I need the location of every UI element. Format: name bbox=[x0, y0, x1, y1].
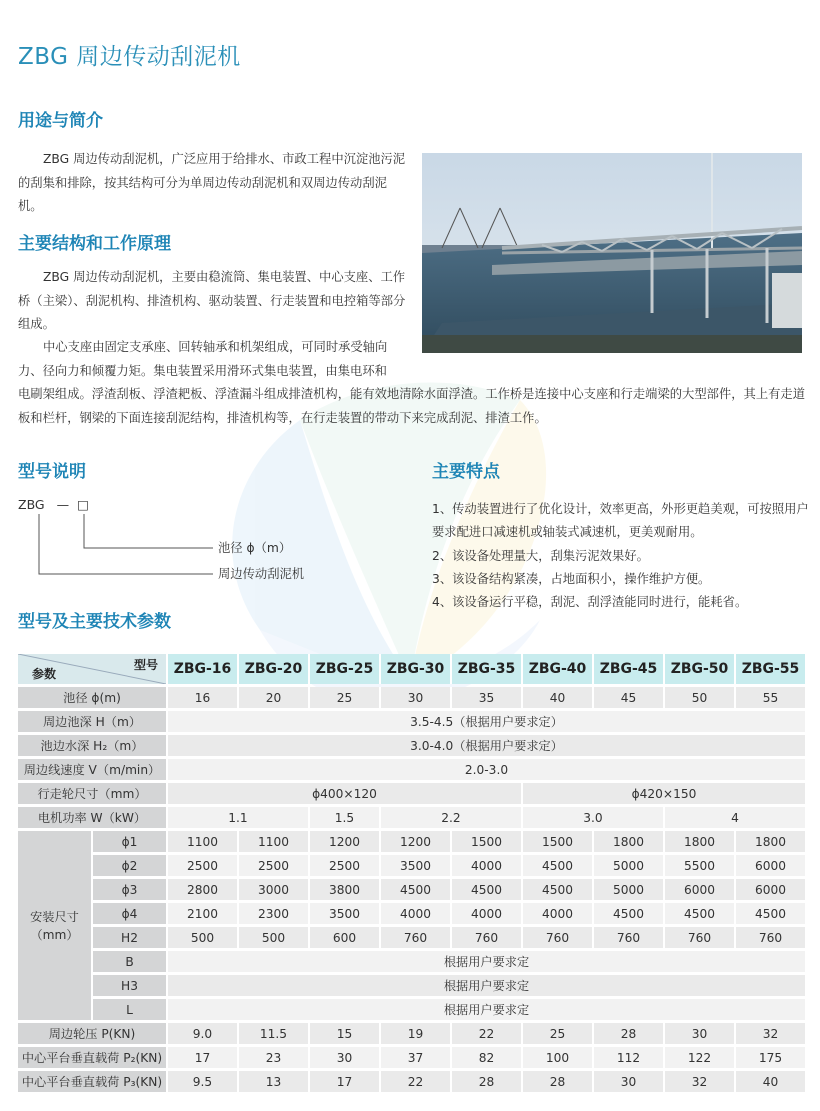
table-cell: 20 bbox=[239, 687, 310, 708]
table-cell: 37 bbox=[381, 1047, 452, 1068]
table-cell: 32 bbox=[665, 1071, 736, 1092]
row-sublabel: ϕ1 bbox=[93, 831, 168, 852]
table-cell: 6000 bbox=[736, 879, 807, 900]
row-label: 电机功率 W（kW） bbox=[18, 807, 168, 828]
table-cell: 40 bbox=[736, 1071, 807, 1092]
row-sublabel: ϕ2 bbox=[93, 855, 168, 876]
table-cell: 28 bbox=[452, 1071, 523, 1092]
table-cell: 4000 bbox=[452, 903, 523, 924]
table-cell: 50 bbox=[665, 687, 736, 708]
table-cell: 28 bbox=[523, 1071, 594, 1092]
features-heading: 主要特点 bbox=[432, 462, 500, 482]
table-cell: 23 bbox=[239, 1047, 310, 1068]
table-row bbox=[18, 879, 807, 900]
table-cell: 2300 bbox=[239, 903, 310, 924]
model-code-box: □ bbox=[77, 497, 89, 512]
table-cell: 根据用户要求定 bbox=[168, 999, 807, 1020]
table-cell: 3500 bbox=[381, 855, 452, 876]
features-list bbox=[432, 498, 810, 614]
table-row bbox=[18, 855, 807, 876]
table-row bbox=[18, 903, 807, 924]
table-cell: 3000 bbox=[239, 879, 310, 900]
table-row bbox=[18, 1047, 807, 1068]
structure-heading: 主要结构和工作原理 bbox=[18, 234, 171, 254]
table-cell: 30 bbox=[381, 687, 452, 708]
structure-text-1: ZBG 周边传动刮泥机，主要由稳流筒、集电装置、中心支座、工作桥（主梁）、刮泥机构、排渣机构、驱动装置、行走装置和电控箱等部分组成。 bbox=[18, 270, 406, 331]
model-diagram-lines bbox=[18, 512, 218, 587]
row-sublabel: H3 bbox=[93, 975, 168, 996]
table-cell: 2500 bbox=[310, 855, 381, 876]
scraper-photo bbox=[422, 153, 802, 353]
feature-item: 3、该设备结构紧凑，占地面积小，操作维护方便。 bbox=[432, 571, 711, 586]
feature-item: 1、传动装置进行了优化设计，效率更高，外形更趋美观，可按照用户要求配进口减速机或轴装式减速机，更美观耐用。 bbox=[432, 502, 809, 540]
row-label: 池径 ϕ(m) bbox=[18, 687, 168, 708]
table-corner-cell bbox=[18, 654, 168, 684]
params-heading: 型号及主要技术参数 bbox=[18, 612, 171, 632]
table-cell: 4500 bbox=[594, 903, 665, 924]
table-cell: 1.1 bbox=[168, 807, 310, 828]
row-label: 行走轮尺寸（mm） bbox=[18, 783, 168, 804]
table-cell: 19 bbox=[381, 1023, 452, 1044]
model-col-header: ZBG-45 bbox=[594, 654, 665, 684]
table-row bbox=[18, 807, 807, 828]
install-group-label bbox=[18, 831, 93, 1020]
table-row bbox=[18, 999, 807, 1020]
table-cell: 40 bbox=[523, 687, 594, 708]
table-cell: 22 bbox=[381, 1071, 452, 1092]
table-cell: 1800 bbox=[736, 831, 807, 852]
table-cell: 100 bbox=[523, 1047, 594, 1068]
model-col-header: ZBG-16 bbox=[168, 654, 239, 684]
table-cell: 根据用户要求定 bbox=[168, 975, 807, 996]
table-cell: 3.5-4.5（根据用户要求定） bbox=[168, 711, 807, 732]
table-row bbox=[18, 1023, 807, 1044]
table-cell: 17 bbox=[310, 1071, 381, 1092]
table-cell: 1.5 bbox=[310, 807, 381, 828]
row-label: 周边池深 H（m） bbox=[18, 711, 168, 732]
table-cell: 3800 bbox=[310, 879, 381, 900]
table-cell: 35 bbox=[452, 687, 523, 708]
table-row bbox=[18, 975, 807, 996]
table-cell: 16 bbox=[168, 687, 239, 708]
table-cell: 13 bbox=[239, 1071, 310, 1092]
intro-text: ZBG 周边传动刮泥机，广泛应用于给排水、市政工程中沉淀池污泥的刮集和排除，按其结构可分为单周边传动刮泥机和双周边传动刮泥机。 bbox=[18, 152, 406, 213]
table-cell: 3.0 bbox=[523, 807, 665, 828]
row-sublabel: H2 bbox=[93, 927, 168, 948]
page-title: ZBG 周边传动刮泥机 bbox=[18, 44, 241, 70]
table-row bbox=[18, 1071, 807, 1092]
table-cell: 30 bbox=[594, 1071, 665, 1092]
table-cell: 500 bbox=[168, 927, 239, 948]
table-cell: 9.0 bbox=[168, 1023, 239, 1044]
table-cell: 4500 bbox=[381, 879, 452, 900]
table-cell: 4500 bbox=[523, 879, 594, 900]
table-cell: 760 bbox=[523, 927, 594, 948]
table-cell: 5500 bbox=[665, 855, 736, 876]
table-cell: 28 bbox=[594, 1023, 665, 1044]
model-code-dash: — bbox=[56, 497, 70, 512]
table-cell: 2100 bbox=[168, 903, 239, 924]
structure-text-2: 中心支座由固定支承座、回转轴承和机架组成，可同时承受轴向力、径向力和倾覆力矩。集电装置采用滑环式集电装置，由集电环和 bbox=[18, 340, 388, 378]
table-cell: 5000 bbox=[594, 879, 665, 900]
structure-text-3: 电刷架组成。浮渣刮板、浮渣耙板、浮渣漏斗组成排渣机构，能有效地清除水面浮渣。工作桥是连接中心支座和行走端梁的大型部件，其上有走道板和栏杆，钢梁的下面连接刮泥结构，排渣机构等，在行走装置的带动下来完成刮泥、排渣工作。 bbox=[18, 387, 806, 425]
table-cell: 45 bbox=[594, 687, 665, 708]
table-cell: 3500 bbox=[310, 903, 381, 924]
table-cell: 6000 bbox=[665, 879, 736, 900]
corner-bottom-label: 参数 bbox=[32, 667, 57, 681]
feature-item: 2、该设备处理量大，刮集污泥效果好。 bbox=[432, 548, 649, 563]
model-label-name: 周边传动刮泥机 bbox=[218, 567, 305, 581]
model-label-diameter: 池径 ϕ（m） bbox=[218, 541, 292, 555]
table-cell: 760 bbox=[381, 927, 452, 948]
table-cell: ϕ420×150 bbox=[523, 783, 807, 804]
table-cell: 1500 bbox=[523, 831, 594, 852]
table-cell: 1200 bbox=[381, 831, 452, 852]
table-cell: 1100 bbox=[239, 831, 310, 852]
model-col-header: ZBG-35 bbox=[452, 654, 523, 684]
table-cell: 175 bbox=[736, 1047, 807, 1068]
table-cell: 1800 bbox=[594, 831, 665, 852]
row-label: 池边水深 H₂（m） bbox=[18, 735, 168, 756]
table-cell: 17 bbox=[168, 1047, 239, 1068]
install-label-text: 安装尺寸（mm） bbox=[30, 909, 79, 942]
table-cell: 4500 bbox=[665, 903, 736, 924]
table-cell: 4000 bbox=[452, 855, 523, 876]
table-cell: 2.0-3.0 bbox=[168, 759, 807, 780]
table-header-row bbox=[18, 654, 807, 684]
model-col-header: ZBG-40 bbox=[523, 654, 594, 684]
table-cell: 82 bbox=[452, 1047, 523, 1068]
row-sublabel: L bbox=[93, 999, 168, 1020]
row-sublabel: B bbox=[93, 951, 168, 972]
model-heading: 型号说明 bbox=[18, 462, 86, 482]
table-cell: 9.5 bbox=[168, 1071, 239, 1092]
table-row bbox=[18, 831, 807, 852]
table-row bbox=[18, 687, 807, 708]
row-label: 周边轮压 P(KN) bbox=[18, 1023, 168, 1044]
row-sublabel: ϕ4 bbox=[93, 903, 168, 924]
row-label: 中心平台垂直载荷 P₂(KN) bbox=[18, 1047, 168, 1068]
intro-heading: 用途与简介 bbox=[18, 111, 103, 131]
table-cell: 760 bbox=[594, 927, 665, 948]
table-cell: 3.0-4.0（根据用户要求定） bbox=[168, 735, 807, 756]
table-cell: 500 bbox=[239, 927, 310, 948]
table-cell: 4500 bbox=[452, 879, 523, 900]
row-label: 周边线速度 V（m/min） bbox=[18, 759, 168, 780]
model-col-header: ZBG-50 bbox=[665, 654, 736, 684]
table-cell: 2.2 bbox=[381, 807, 523, 828]
model-col-header: ZBG-20 bbox=[239, 654, 310, 684]
row-sublabel: ϕ3 bbox=[93, 879, 168, 900]
table-cell: 55 bbox=[736, 687, 807, 708]
table-cell: ϕ400×120 bbox=[168, 783, 523, 804]
model-code bbox=[18, 497, 89, 512]
table-cell: 1500 bbox=[452, 831, 523, 852]
table-cell: 600 bbox=[310, 927, 381, 948]
table-cell: 1200 bbox=[310, 831, 381, 852]
table-cell: 1800 bbox=[665, 831, 736, 852]
model-col-header: ZBG-30 bbox=[381, 654, 452, 684]
table-cell: 2500 bbox=[168, 855, 239, 876]
table-cell: 1100 bbox=[168, 831, 239, 852]
table-cell: 2800 bbox=[168, 879, 239, 900]
table-cell: 25 bbox=[523, 1023, 594, 1044]
table-cell: 4 bbox=[665, 807, 807, 828]
table-cell: 11.5 bbox=[239, 1023, 310, 1044]
table-row bbox=[18, 711, 807, 732]
feature-item: 4、该设备运行平稳，刮泥、刮浮渣能同时进行，能耗省。 bbox=[432, 595, 748, 610]
model-code-prefix: ZBG bbox=[18, 497, 45, 512]
table-cell: 4500 bbox=[523, 855, 594, 876]
table-row bbox=[18, 951, 807, 972]
table-row bbox=[18, 735, 807, 756]
table-cell: 122 bbox=[665, 1047, 736, 1068]
table-cell: 5000 bbox=[594, 855, 665, 876]
table-cell: 15 bbox=[310, 1023, 381, 1044]
table-cell: 30 bbox=[310, 1047, 381, 1068]
row-label: 中心平台垂直载荷 P₃(KN) bbox=[18, 1071, 168, 1092]
model-col-header: ZBG-55 bbox=[736, 654, 807, 684]
table-cell: 32 bbox=[736, 1023, 807, 1044]
table-cell: 2500 bbox=[239, 855, 310, 876]
table-cell: 760 bbox=[665, 927, 736, 948]
table-cell: 4000 bbox=[523, 903, 594, 924]
table-cell: 760 bbox=[736, 927, 807, 948]
table-cell: 760 bbox=[452, 927, 523, 948]
table-cell: 根据用户要求定 bbox=[168, 951, 807, 972]
table-cell: 4000 bbox=[381, 903, 452, 924]
table-cell: 22 bbox=[452, 1023, 523, 1044]
table-cell: 30 bbox=[665, 1023, 736, 1044]
table-cell: 4500 bbox=[736, 903, 807, 924]
table-cell: 112 bbox=[594, 1047, 665, 1068]
table-cell: 6000 bbox=[736, 855, 807, 876]
table-row bbox=[18, 759, 807, 780]
table-cell: 25 bbox=[310, 687, 381, 708]
table-row bbox=[18, 783, 807, 804]
params-table bbox=[18, 651, 807, 1095]
corner-top-label: 型号 bbox=[133, 658, 158, 672]
table-row bbox=[18, 927, 807, 948]
model-col-header: ZBG-25 bbox=[310, 654, 381, 684]
